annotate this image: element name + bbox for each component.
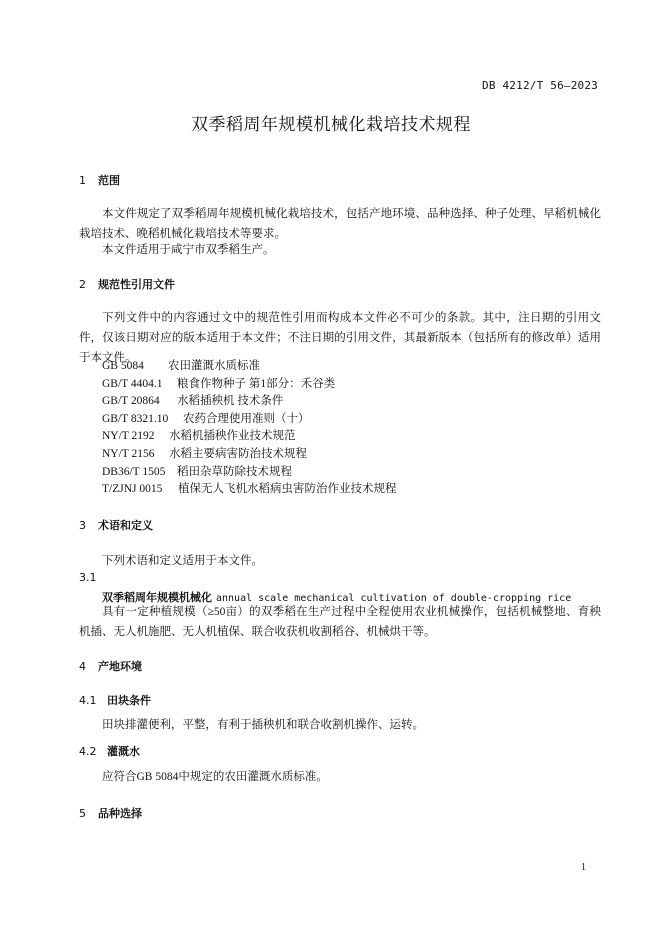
reference-name: 植保无人飞机水稻病虫害防治作业技术规程 bbox=[178, 483, 397, 496]
reference-name: 农药合理使用准则（十） bbox=[183, 412, 310, 425]
reference-name: 稻田杂草防除技术规程 bbox=[177, 465, 292, 478]
reference-name: 水稻插秧机 技术条件 bbox=[177, 395, 284, 408]
reference-name: 水稻主要病害防治技术规程 bbox=[169, 447, 307, 460]
term-number: 3.1 bbox=[79, 571, 97, 584]
subsection-title: 灌溉水 bbox=[107, 745, 140, 758]
reference-name: 农田灌溉水质标准 bbox=[168, 360, 260, 372]
irrigation-water-text: 应符合GB 5084中规定的农田灌溉水质标准。 bbox=[102, 771, 328, 783]
reference-code: GB 5084 bbox=[102, 360, 144, 372]
reference-item bbox=[102, 446, 397, 464]
section-title: 产地环境 bbox=[98, 660, 142, 673]
section-heading-scope bbox=[79, 172, 120, 188]
document-number: DB 4212/T 56—2023 bbox=[482, 79, 598, 92]
section-title: 术语和定义 bbox=[98, 519, 153, 532]
reference-code: T/ZJNJ 0015 bbox=[102, 483, 163, 496]
scope-paragraph: 本文件规定了双季稻周年规模机械化栽培技术，包括产地环境、品种选择、种子处理、早稻机械化栽培技术、晚稻机械化栽培技术等要求。 bbox=[79, 208, 601, 240]
section-number: 2 bbox=[79, 278, 86, 291]
section-number: 5 bbox=[79, 807, 86, 820]
section-heading-environment bbox=[79, 658, 142, 674]
page-number: 1 bbox=[581, 862, 586, 873]
section-number: 4 bbox=[79, 660, 86, 673]
terms-intro: 下列术语和定义适用于本文件。 bbox=[102, 555, 263, 567]
reference-item bbox=[102, 428, 397, 446]
section-title: 品种选择 bbox=[98, 807, 142, 820]
term-english: annual scale mechanical cultivation of double-cropping rice bbox=[216, 593, 572, 604]
scope-applicability: 本文件适用于咸宁市双季稻生产。 bbox=[102, 244, 275, 256]
section-number: 3 bbox=[79, 519, 86, 532]
reference-code: GB/T 4404.1 bbox=[102, 377, 163, 390]
reference-name: 粮食作物种子 第1部分：禾谷类 bbox=[177, 377, 336, 390]
section-heading-terms bbox=[79, 517, 153, 533]
section-number: 1 bbox=[79, 174, 86, 187]
term-definition: 具有一定种植规模（≥50亩）的双季稻在生产过程中全程使用农业机械操作，包括机械整地、育秧机插、无人机施肥、无人机植保、联合收获机收割稻谷、机械烘干等。 bbox=[79, 606, 601, 638]
term-chinese: 双季稻周年规模机械化 bbox=[102, 591, 212, 604]
subsection-title: 田块条件 bbox=[107, 694, 151, 707]
subsection-heading-field-conditions bbox=[79, 692, 151, 708]
reference-code: GB/T 20864 bbox=[102, 395, 160, 408]
subsection-number: 4.2 bbox=[79, 745, 97, 758]
reference-item bbox=[102, 464, 397, 482]
field-conditions-text: 田块排灌便利，平整，有利于插秧机和联合收割机操作、运转。 bbox=[102, 719, 424, 731]
reference-item bbox=[102, 393, 397, 411]
subsection-heading-irrigation-water bbox=[79, 743, 140, 759]
section-title: 范围 bbox=[98, 174, 120, 187]
reference-item bbox=[102, 358, 397, 376]
reference-list bbox=[102, 358, 397, 499]
section-heading-variety-selection bbox=[79, 805, 142, 821]
reference-name: 水稻机插秧作业技术规范 bbox=[169, 430, 296, 443]
subsection-number: 4.1 bbox=[79, 694, 97, 707]
document-title: 双季稻周年规模机械化栽培技术规程 bbox=[191, 115, 471, 135]
reference-item bbox=[102, 411, 397, 429]
section-title: 规范性引用文件 bbox=[98, 278, 175, 291]
normative-intro-paragraph: 下列文件中的内容通过文中的规范性引用而构成本文件必不可少的条款。其中，注日期的引用文件，仅该日期对应的版本适用于本文件；不注日期的引用文件，其最新版本（包括所有的修改单）适用于本文件。 bbox=[79, 312, 601, 364]
reference-item bbox=[102, 376, 397, 394]
reference-code: GB/T 8321.10 bbox=[102, 412, 169, 425]
reference-code: NY/T 2192 bbox=[102, 430, 155, 443]
reference-item bbox=[102, 481, 397, 499]
reference-code: DB36/T 1505 bbox=[102, 465, 166, 478]
section-heading-normative-references bbox=[79, 276, 175, 292]
reference-code: NY/T 2156 bbox=[102, 447, 155, 460]
